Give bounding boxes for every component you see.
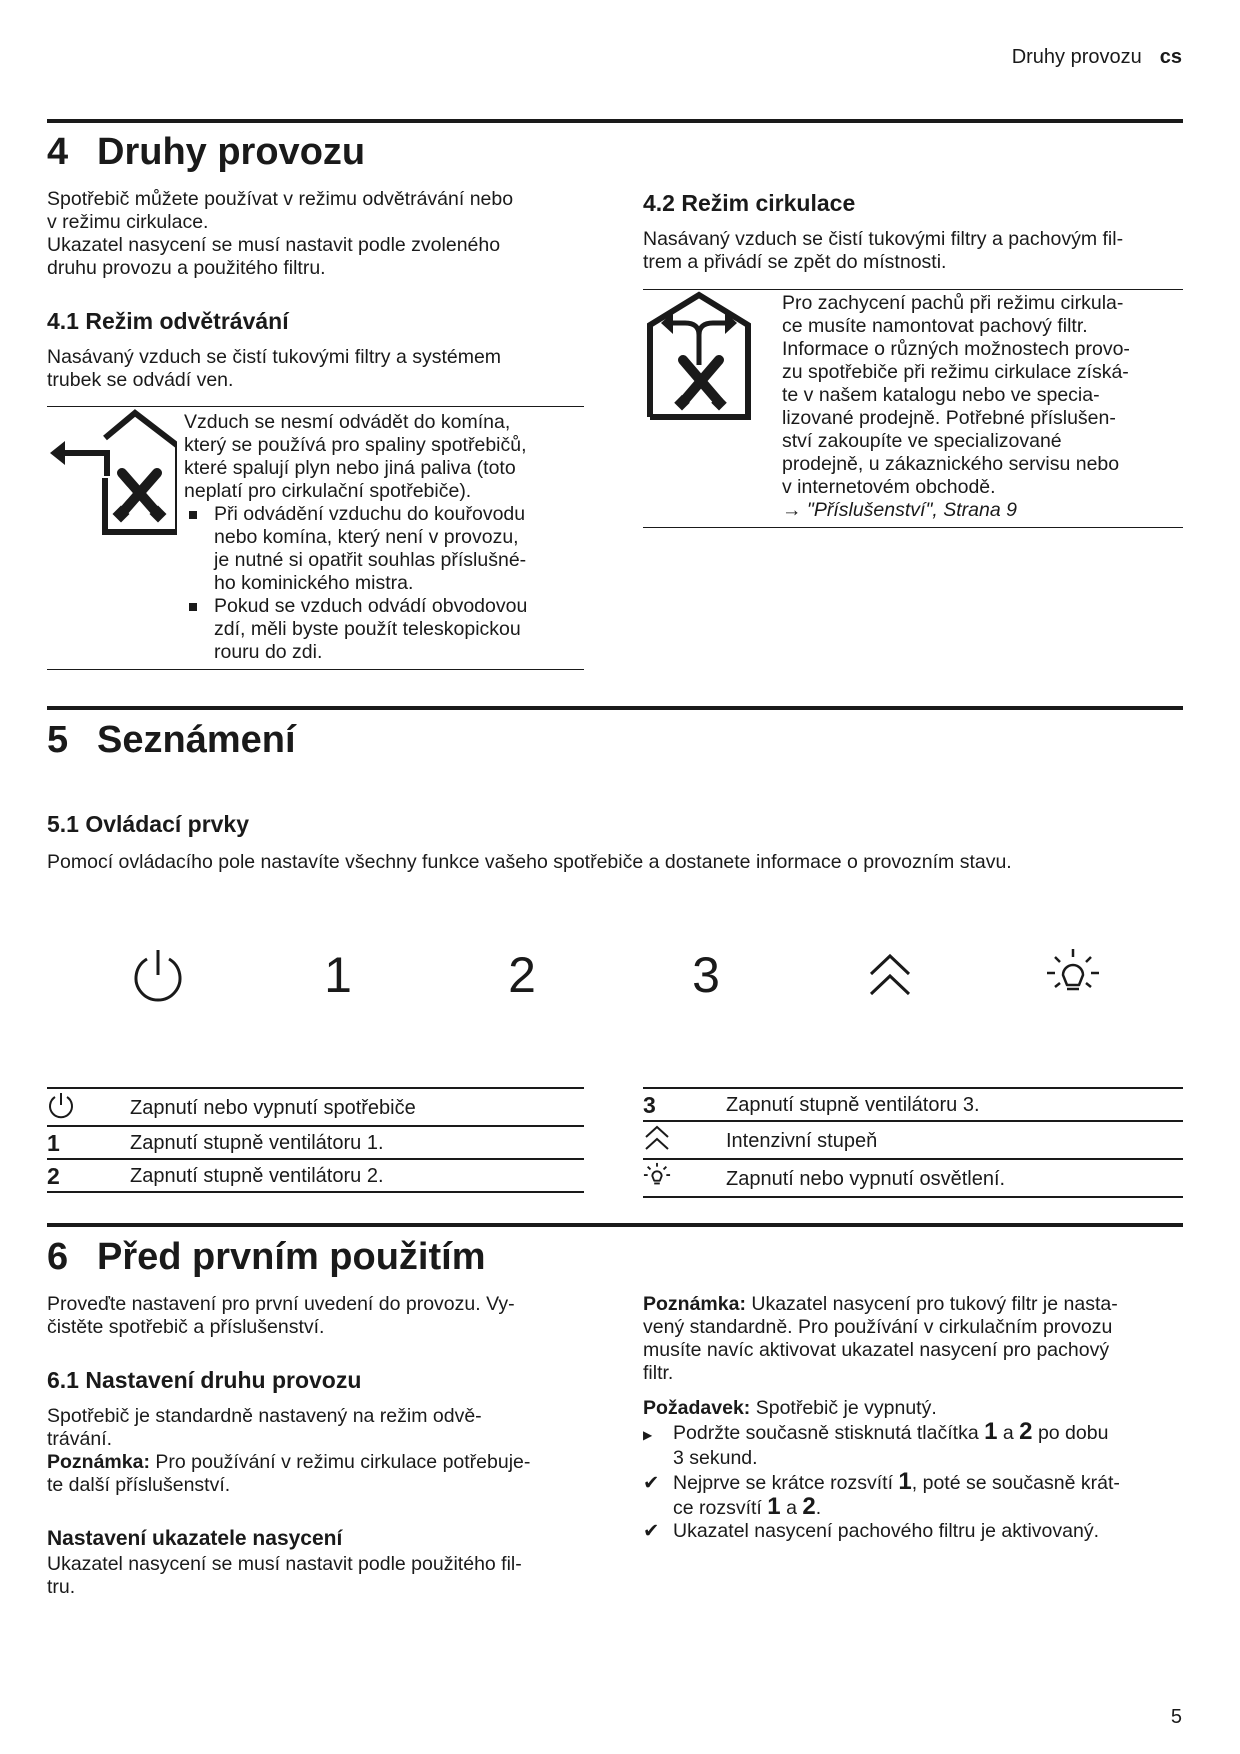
bullet-item — [184, 595, 589, 664]
controls-description: Pomocí ovládacího pole nastavíte všechny funkce vašeho spotřebiče a dostanete informace o provozním stavu. — [47, 851, 1012, 873]
text-line: v internetovém obchodě. — [782, 476, 996, 498]
text-line: rouru do zdi. — [214, 641, 323, 663]
text-line: Poznámka: Ukazatel nasycení pro tukový filtr je nasta- — [643, 1293, 1118, 1315]
section-4-intro — [47, 188, 587, 280]
section-rule — [47, 706, 1183, 710]
power-button[interactable] — [118, 940, 198, 1010]
recirculation-info-text — [782, 292, 1187, 522]
text-line: druhu provozu a použitého filtru. — [47, 257, 326, 279]
check-icon: ✔ — [643, 1472, 660, 1494]
text-line: trem a přivádí se zpět do místnosti. — [643, 251, 947, 273]
fan-level-1-button[interactable]: 1 — [324, 947, 352, 1003]
text-line: neplatí pro cirkulační spotřebiče). — [184, 480, 472, 502]
text-line: které spalují plyn nebo jiná paliva (toto — [184, 457, 516, 479]
arrow-right-icon: ▶ — [643, 1428, 653, 1442]
exhaust-air-warning-icon — [47, 408, 177, 538]
text-line: Pro zachycení pachů při režimu cirkula- — [782, 292, 1124, 314]
text-line: tru. — [47, 1576, 76, 1598]
power-icon — [130, 947, 186, 1003]
section-rule — [47, 1223, 1183, 1227]
double-chevron-up-icon — [643, 1124, 671, 1152]
box-rule — [47, 406, 584, 407]
fan-level-2-button[interactable]: 2 — [508, 947, 536, 1003]
subsection-title-6-1: 6.1 Nastavení druhu provozu — [47, 1367, 362, 1393]
light-button[interactable] — [1033, 940, 1113, 1010]
legend-row — [643, 1121, 1183, 1159]
step-result: ✔ Nejprve se krátce rozsvítí 1, poté se současně krát- — [643, 1468, 1120, 1495]
check-icon: ✔ — [643, 1520, 660, 1542]
text-line: je nutné si opatřit souhlas příslušné- — [214, 549, 527, 571]
step-result: ✔ Ukazatel nasycení pachového filtru je aktivovaný. — [643, 1520, 1099, 1542]
subsection-title-4-2: 4.2 Režim cirkulace — [643, 190, 856, 216]
text-line: Spotřebič můžete používat v režimu odvětrávání nebo — [47, 188, 514, 210]
fan-level-3-button[interactable]: 3 — [692, 947, 720, 1003]
text-line: Spotřebič je standardně nastavený na režim odvě- — [47, 1405, 482, 1427]
text-line: vený standardně. Pro používání v cirkulačním provozu — [643, 1316, 1113, 1338]
legend-key: 2 — [47, 1159, 130, 1192]
text-line: 3 sekund. — [673, 1447, 758, 1469]
legend-row — [47, 1159, 584, 1192]
section-6-right-column — [643, 1293, 1188, 1543]
subsection-4-1-text — [47, 346, 587, 392]
legend-row — [47, 1089, 584, 1126]
box-rule — [47, 669, 584, 670]
text-line: v režimu cirkulace. — [47, 211, 209, 233]
text-line: Proveďte nastavení pro první uvedení do provozu. Vy- — [47, 1293, 515, 1315]
text-line: zdí, měli byste použít teleskopickou — [214, 618, 521, 640]
section-title-6: 6 Před prvním použitím — [47, 1236, 486, 1278]
text-line: Při odvádění vzduchu do kouřovodu — [214, 503, 526, 525]
text-line: te v našem katalogu nebo ve specia- — [782, 384, 1100, 406]
legend-label: Zapnutí stupně ventilátoru 2. — [130, 1159, 584, 1192]
text-line: ce musíte namontovat pachový filtr. — [782, 315, 1088, 337]
text-line: Ukazatel nasycení se musí nastavit podle zvoleného — [47, 234, 501, 256]
legend-key — [643, 1159, 726, 1197]
box-rule — [643, 527, 1183, 528]
text-line: Vzduch se nesmí odvádět do komína, — [184, 411, 511, 433]
requirement: Požadavek: Spotřebič je vypnutý. — [643, 1397, 937, 1419]
subsection-title-4-1: 4.1 Režim odvětrávání — [47, 308, 289, 334]
text-line: Ukazatel nasycení se musí nastavit podle použitého fil- — [47, 1553, 522, 1575]
controls-legend-left — [47, 1089, 584, 1193]
text-line: Nasávaný vzduch se čistí tukovými filtry a systémem — [47, 346, 502, 368]
legend-row — [47, 1126, 584, 1159]
text-line: zu spotřebiče při režimu cirkulace získá- — [782, 361, 1129, 383]
text-line: Informace o různých možnostech provo- — [782, 338, 1130, 360]
accessories-link[interactable]: → "Příslušenství", Strana 9 — [782, 499, 1017, 521]
controls-legend-right — [643, 1089, 1183, 1198]
section-title-4: 4 Druhy provozu — [47, 131, 366, 173]
intensive-button[interactable] — [850, 940, 930, 1010]
legend-label: Zapnutí stupně ventilátoru 3. — [726, 1089, 1183, 1121]
double-chevron-up-icon — [865, 950, 915, 1000]
legend-key: 3 — [643, 1089, 726, 1121]
text-line: filtr. — [643, 1362, 674, 1384]
legend-label: Zapnutí stupně ventilátoru 1. — [130, 1126, 584, 1159]
section-6-intro — [47, 1293, 587, 1339]
saturation-indicator-heading: Nastavení ukazatele nasycení — [47, 1527, 343, 1550]
text-line: ství zakoupíte ve specializované — [782, 430, 1062, 452]
text-line: nebo komína, který není v provozu, — [214, 526, 519, 548]
subsection-title-5-1: 5.1 Ovládací prvky — [47, 811, 250, 837]
subsection-4-2-text — [643, 228, 1188, 274]
subsection-6-1-text — [47, 1405, 587, 1497]
text-line: trávání. — [47, 1428, 113, 1450]
light-bulb-icon — [643, 1162, 671, 1190]
legend-label: Zapnutí nebo vypnutí osvětlení. — [726, 1159, 1183, 1197]
power-icon — [47, 1091, 75, 1119]
legend-key — [643, 1121, 726, 1159]
header-title: Druhy provozu — [1011, 46, 1142, 68]
legend-label: Intenzivní stupeň — [726, 1121, 1183, 1159]
exhaust-warning-text — [184, 411, 589, 664]
recirculation-icon — [645, 290, 755, 425]
text-line: lizované prodejně. Potřebné příslušen- — [782, 407, 1116, 429]
text-line: musíte navíc aktivovat ukazatel nasycení pro pachový — [643, 1339, 1110, 1361]
legend-label: Zapnutí nebo vypnutí spotřebiče — [130, 1089, 584, 1126]
text-line: prodejně, u zákaznického servisu nebo — [782, 453, 1120, 475]
legend-key: 1 — [47, 1126, 130, 1159]
text-line: čistěte spotřebič a příslušenství. — [47, 1316, 325, 1338]
step-instruction: ▶ Podržte současně stisknutá tlačítka 1 a 2 po dobu — [643, 1418, 1109, 1445]
text-line: ho kominického mistra. — [214, 572, 414, 594]
section-rule — [47, 119, 1183, 123]
text-line: Nasávaný vzduch se čistí tukovými filtry a pachovým fil- — [643, 228, 1124, 250]
bullet-item — [184, 503, 589, 595]
light-bulb-icon — [1043, 945, 1103, 1005]
text-line: Poznámka: Pro používání v režimu cirkulace potřebuje- — [47, 1451, 531, 1473]
section-title-5: 5 Seznámení — [47, 719, 296, 761]
text-line: který se používá pro spaliny spotřebičů, — [184, 434, 527, 456]
legend-row — [643, 1089, 1183, 1121]
language-code: cs — [1159, 46, 1182, 68]
text-line: ce rozsvítí 1 a 2. — [673, 1493, 822, 1520]
text-line: trubek se odvádí ven. — [47, 369, 234, 391]
legend-row — [643, 1159, 1183, 1197]
text-line: te další příslušenství. — [47, 1474, 231, 1496]
saturation-indicator-text — [47, 1553, 587, 1599]
page-number: 5 — [1170, 1706, 1182, 1728]
running-header — [1012, 46, 1182, 69]
text-line: Pokud se vzduch odvádí obvodovou — [214, 595, 528, 617]
legend-key — [47, 1089, 130, 1126]
